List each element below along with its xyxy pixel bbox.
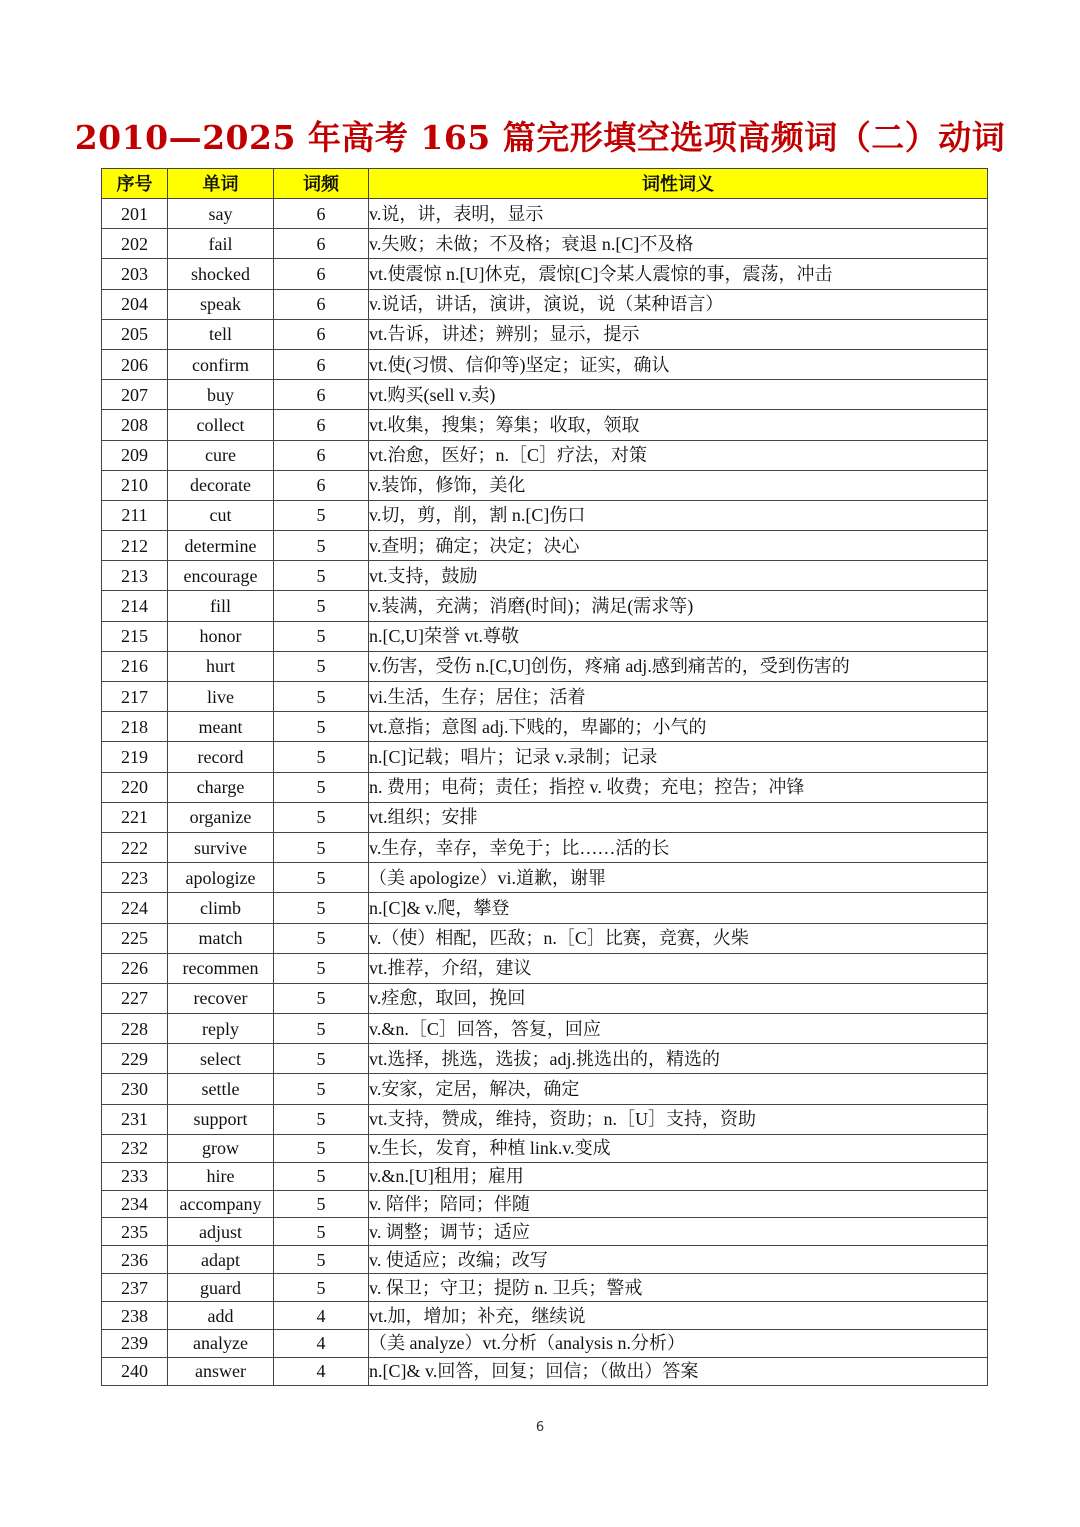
row-definition: v. 使适应；改编；改写 [369,1246,988,1274]
row-frequency: 5 [274,1246,369,1274]
row-frequency: 5 [274,621,369,651]
row-number: 217 [102,682,168,712]
row-definition: vt.支持，赞成，维持，资助；n.［U］支持，资助 [369,1104,988,1134]
table-row [102,832,988,862]
row-definition: （美 apologize）vi.道歉，谢罪 [369,863,988,893]
row-frequency: 6 [274,349,369,379]
row-word: fail [168,229,274,259]
row-number: 238 [102,1302,168,1330]
row-frequency: 5 [274,1134,369,1162]
table-row [102,380,988,410]
row-number: 227 [102,983,168,1013]
row-frequency: 5 [274,531,369,561]
row-frequency: 5 [274,561,369,591]
row-word: answer [168,1357,274,1385]
row-number: 205 [102,319,168,349]
row-frequency: 5 [274,1190,369,1218]
row-definition: vt.推荐，介绍，建议 [369,953,988,983]
table-row [102,712,988,742]
row-number: 211 [102,500,168,530]
row-frequency: 5 [274,832,369,862]
row-word: speak [168,289,274,319]
row-word: confirm [168,349,274,379]
row-number: 206 [102,349,168,379]
row-definition: v. 调整；调节；适应 [369,1218,988,1246]
column-header-frequency: 词频 [274,169,369,199]
row-definition: v.安家，定居，解决，确定 [369,1074,988,1104]
row-word: adjust [168,1218,274,1246]
row-frequency: 5 [274,712,369,742]
table-row [102,1274,988,1302]
table-row [102,923,988,953]
row-number: 232 [102,1134,168,1162]
row-definition: vt.使震惊 n.[U]休克，震惊[C]令某人震惊的事，震荡，冲击 [369,259,988,289]
row-frequency: 5 [274,1218,369,1246]
table-row [102,682,988,712]
row-definition: vt.加，增加；补充，继续说 [369,1302,988,1330]
row-word: climb [168,893,274,923]
row-frequency: 5 [274,1014,369,1044]
row-frequency: 5 [274,772,369,802]
table-header-row [102,169,988,199]
row-word: hire [168,1162,274,1190]
row-number: 234 [102,1190,168,1218]
row-word: live [168,682,274,712]
row-frequency: 6 [274,229,369,259]
table-row [102,1162,988,1190]
row-definition: v.痊愈，取回，挽回 [369,983,988,1013]
row-definition: v.查明；确定；决定；决心 [369,531,988,561]
row-definition: n.[C]记载；唱片；记录 v.录制；记录 [369,742,988,772]
table-row [102,772,988,802]
row-number: 209 [102,440,168,470]
table-body [102,199,988,1386]
table-row [102,1074,988,1104]
table-row [102,199,988,229]
row-definition: n.[C,U]荣誉 vt.尊敬 [369,621,988,651]
row-word: encourage [168,561,274,591]
row-number: 224 [102,893,168,923]
row-frequency: 5 [274,802,369,832]
table-row [102,1357,988,1385]
row-number: 222 [102,832,168,862]
row-word: tell [168,319,274,349]
row-definition: v.说，讲，表明，显示 [369,199,988,229]
row-number: 203 [102,259,168,289]
table-row [102,1218,988,1246]
row-definition: vt.选择，挑选，选拔；adj.挑选出的，精选的 [369,1044,988,1074]
row-word: recover [168,983,274,1013]
table-row [102,893,988,923]
row-frequency: 5 [274,682,369,712]
row-definition: vt.治愈，医好；n.［C］疗法，对策 [369,440,988,470]
row-frequency: 6 [274,199,369,229]
row-word: match [168,923,274,953]
page-title: 2010—2025 年高考 165 篇完形填空选项高频词（二）动词 [74,118,1006,157]
row-number: 235 [102,1218,168,1246]
row-frequency: 5 [274,1074,369,1104]
row-definition: v.说话，讲话，演讲，演说，说（某种语言） [369,289,988,319]
row-number: 202 [102,229,168,259]
row-frequency: 6 [274,259,369,289]
row-definition: vt.告诉，讲述；辨别；显示，提示 [369,319,988,349]
row-definition: v. 保卫；守卫；提防 n. 卫兵；警戒 [369,1274,988,1302]
row-frequency: 5 [274,591,369,621]
row-definition: v.生存，幸存，幸免于；比……活的长 [369,832,988,862]
row-word: grow [168,1134,274,1162]
row-frequency: 5 [274,1104,369,1134]
row-definition: v.伤害，受伤 n.[C,U]创伤，疼痛 adj.感到痛苦的，受到伤害的 [369,651,988,681]
table-row [102,1014,988,1044]
column-header-definition: 词性词义 [369,169,988,199]
row-definition: v.&n.[U]租用；雇用 [369,1162,988,1190]
column-header-number: 序号 [102,169,168,199]
row-word: reply [168,1014,274,1044]
row-definition: v.失败；未做；不及格；衰退 n.[C]不及格 [369,229,988,259]
row-definition: v.切，剪，削，割 n.[C]伤口 [369,500,988,530]
row-number: 226 [102,953,168,983]
row-frequency: 5 [274,742,369,772]
vocabulary-table [101,168,988,1386]
row-number: 212 [102,531,168,561]
row-word: hurt [168,651,274,681]
row-word: guard [168,1274,274,1302]
table-row [102,1044,988,1074]
table-row [102,289,988,319]
row-number: 220 [102,772,168,802]
row-word: determine [168,531,274,561]
table-row [102,1330,988,1358]
row-frequency: 6 [274,289,369,319]
table-row [102,651,988,681]
row-frequency: 4 [274,1357,369,1385]
table-row [102,1190,988,1218]
table-row [102,621,988,651]
row-number: 208 [102,410,168,440]
row-number: 207 [102,380,168,410]
row-number: 239 [102,1330,168,1358]
table-row [102,953,988,983]
row-number: 240 [102,1357,168,1385]
row-number: 204 [102,289,168,319]
row-word: adapt [168,1246,274,1274]
row-number: 215 [102,621,168,651]
row-definition: v.装满，充满；消磨(时间)；满足(需求等) [369,591,988,621]
row-frequency: 5 [274,500,369,530]
row-number: 237 [102,1274,168,1302]
table-row [102,983,988,1013]
row-word: select [168,1044,274,1074]
table-row [102,1104,988,1134]
row-number: 229 [102,1044,168,1074]
row-frequency: 5 [274,1162,369,1190]
row-definition: vt.购买(sell v.卖) [369,380,988,410]
row-frequency: 5 [274,1044,369,1074]
row-definition: n. 费用；电荷；责任；指控 v. 收费；充电；控告；冲锋 [369,772,988,802]
row-number: 213 [102,561,168,591]
row-definition: vi.生活，生存；居住；活着 [369,682,988,712]
row-word: buy [168,380,274,410]
row-word: survive [168,832,274,862]
row-word: analyze [168,1330,274,1358]
row-frequency: 5 [274,983,369,1013]
table-row [102,500,988,530]
row-number: 214 [102,591,168,621]
row-word: add [168,1302,274,1330]
row-word: recommen [168,953,274,983]
row-definition: v.装饰，修饰，美化 [369,470,988,500]
row-number: 230 [102,1074,168,1104]
table-row [102,229,988,259]
row-word: organize [168,802,274,832]
row-definition: n.[C]& v.回答，回复；回信；（做出）答案 [369,1357,988,1385]
table-row [102,349,988,379]
row-definition: v.&n.［C］回答，答复，回应 [369,1014,988,1044]
row-definition: n.[C]& v.爬，攀登 [369,893,988,923]
table-row [102,863,988,893]
row-frequency: 5 [274,651,369,681]
row-frequency: 5 [274,893,369,923]
row-number: 216 [102,651,168,681]
row-definition: vt.收集，搜集；筹集；收取，领取 [369,410,988,440]
table-row [102,410,988,440]
table-row [102,531,988,561]
row-definition: vt.组织；安排 [369,802,988,832]
row-word: apologize [168,863,274,893]
row-word: collect [168,410,274,440]
row-frequency: 4 [274,1330,369,1358]
row-frequency: 5 [274,923,369,953]
row-word: say [168,199,274,229]
row-definition: vt.支持，鼓励 [369,561,988,591]
row-number: 231 [102,1104,168,1134]
column-header-word: 单词 [168,169,274,199]
table-row [102,1134,988,1162]
row-frequency: 6 [274,380,369,410]
table-row [102,742,988,772]
row-frequency: 5 [274,953,369,983]
row-number: 233 [102,1162,168,1190]
row-number: 210 [102,470,168,500]
row-definition: vt.意指；意图 adj.下贱的，卑鄙的；小气的 [369,712,988,742]
row-word: settle [168,1074,274,1104]
row-word: charge [168,772,274,802]
row-number: 221 [102,802,168,832]
row-number: 225 [102,923,168,953]
row-word: cure [168,440,274,470]
row-word: cut [168,500,274,530]
table-row [102,591,988,621]
row-word: meant [168,712,274,742]
row-frequency: 6 [274,470,369,500]
row-frequency: 6 [274,410,369,440]
row-frequency: 5 [274,863,369,893]
table-row [102,319,988,349]
table-row [102,802,988,832]
row-number: 201 [102,199,168,229]
row-word: fill [168,591,274,621]
row-definition: v. 陪伴；陪同；伴随 [369,1190,988,1218]
table-row [102,470,988,500]
row-word: decorate [168,470,274,500]
row-word: support [168,1104,274,1134]
row-frequency: 6 [274,440,369,470]
row-word: honor [168,621,274,651]
row-frequency: 5 [274,1274,369,1302]
row-definition: （美 analyze）vt.分析（analysis n.分析） [369,1330,988,1358]
row-word: accompany [168,1190,274,1218]
table-row [102,561,988,591]
page-number: 6 [535,1420,545,1435]
row-number: 219 [102,742,168,772]
table-row [102,1246,988,1274]
table-row [102,1302,988,1330]
row-word: record [168,742,274,772]
row-number: 236 [102,1246,168,1274]
row-number: 223 [102,863,168,893]
row-definition: v.生长，发育，种植 link.v.变成 [369,1134,988,1162]
row-definition: v.（使）相配，匹敌；n.［C］比赛，竞赛，火柴 [369,923,988,953]
row-number: 228 [102,1014,168,1044]
table-row [102,440,988,470]
table-row [102,259,988,289]
row-definition: vt.使(习惯、信仰等)坚定；证实，确认 [369,349,988,379]
row-frequency: 4 [274,1302,369,1330]
row-number: 218 [102,712,168,742]
row-word: shocked [168,259,274,289]
row-frequency: 6 [274,319,369,349]
